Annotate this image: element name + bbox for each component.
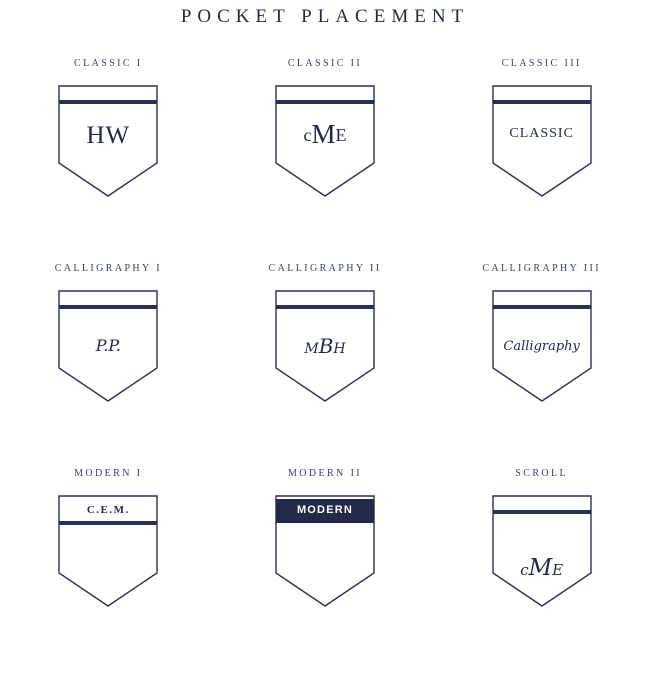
pocket-option-classic-2[interactable] bbox=[217, 58, 434, 263]
pocket-label: CLASSIC II bbox=[287, 58, 363, 69]
monogram-text: Calligraphy bbox=[503, 339, 580, 354]
pocket-outline-icon bbox=[275, 85, 375, 197]
pocket-label: CALLIGRAPHY I bbox=[54, 263, 162, 274]
pocket-shape bbox=[58, 85, 158, 197]
pocket-outline-icon bbox=[492, 85, 592, 197]
monogram-initial-left: c bbox=[303, 125, 312, 145]
pocket-shape bbox=[492, 290, 592, 402]
pocket-option-classic-3[interactable] bbox=[433, 58, 650, 263]
pocket-shape bbox=[275, 495, 375, 607]
pocket-shape bbox=[58, 290, 158, 402]
pocket-label: SCROLL bbox=[515, 468, 569, 479]
page-title: POCKET PLACEMENT bbox=[180, 6, 470, 27]
monogram-initial-right: H bbox=[333, 341, 346, 357]
monogram-initial-right: E bbox=[552, 561, 564, 579]
pocket-shape bbox=[275, 290, 375, 402]
monogram-text: HW bbox=[86, 122, 131, 149]
pocket-label: CALLIGRAPHY II bbox=[268, 263, 382, 274]
pocket-option-modern-2[interactable] bbox=[217, 468, 434, 673]
monogram-text: C.E.M. bbox=[86, 504, 130, 516]
pocket-option-classic-1[interactable] bbox=[0, 58, 217, 263]
pocket-label: MODERN II bbox=[287, 468, 363, 479]
pocket-label: CLASSIC III bbox=[501, 58, 582, 69]
monogram-initial-center: M bbox=[528, 555, 553, 581]
pocket-shape bbox=[58, 495, 158, 607]
pocket-label: CLASSIC I bbox=[74, 58, 143, 69]
pocket-shape bbox=[492, 495, 592, 607]
pocket-outline-icon bbox=[492, 290, 592, 402]
pocket-outline-icon bbox=[58, 495, 158, 607]
pocket-option-modern-1[interactable] bbox=[0, 468, 217, 673]
pocket-option-scroll[interactable] bbox=[433, 468, 650, 673]
pocket-option-calligraphy-3[interactable] bbox=[433, 263, 650, 468]
pocket-label: CALLIGRAPHY III bbox=[482, 263, 601, 274]
pocket-shape bbox=[492, 85, 592, 197]
monogram-initial-center: M bbox=[311, 119, 336, 149]
pocket-option-calligraphy-2[interactable] bbox=[217, 263, 434, 468]
pocket-outline-icon bbox=[275, 495, 375, 607]
monogram-text: CLASSIC bbox=[509, 126, 574, 141]
pocket-grid bbox=[0, 58, 650, 673]
pocket-outline-icon bbox=[58, 85, 158, 197]
monogram-initial-right: E bbox=[335, 125, 347, 145]
pocket-shape bbox=[275, 85, 375, 197]
pocket-outline-icon bbox=[58, 290, 158, 402]
pocket-outline-icon bbox=[275, 290, 375, 402]
monogram-text: MODERN bbox=[296, 504, 354, 516]
pocket-option-calligraphy-1[interactable] bbox=[0, 263, 217, 468]
pocket-label: MODERN I bbox=[74, 468, 143, 479]
pocket-outline-icon bbox=[492, 495, 592, 607]
monogram-text: P.P. bbox=[95, 336, 121, 355]
monogram-initial-left: M bbox=[304, 341, 319, 357]
monogram-initial-center: B bbox=[318, 334, 334, 358]
monogram-initial-left: c bbox=[520, 561, 529, 579]
